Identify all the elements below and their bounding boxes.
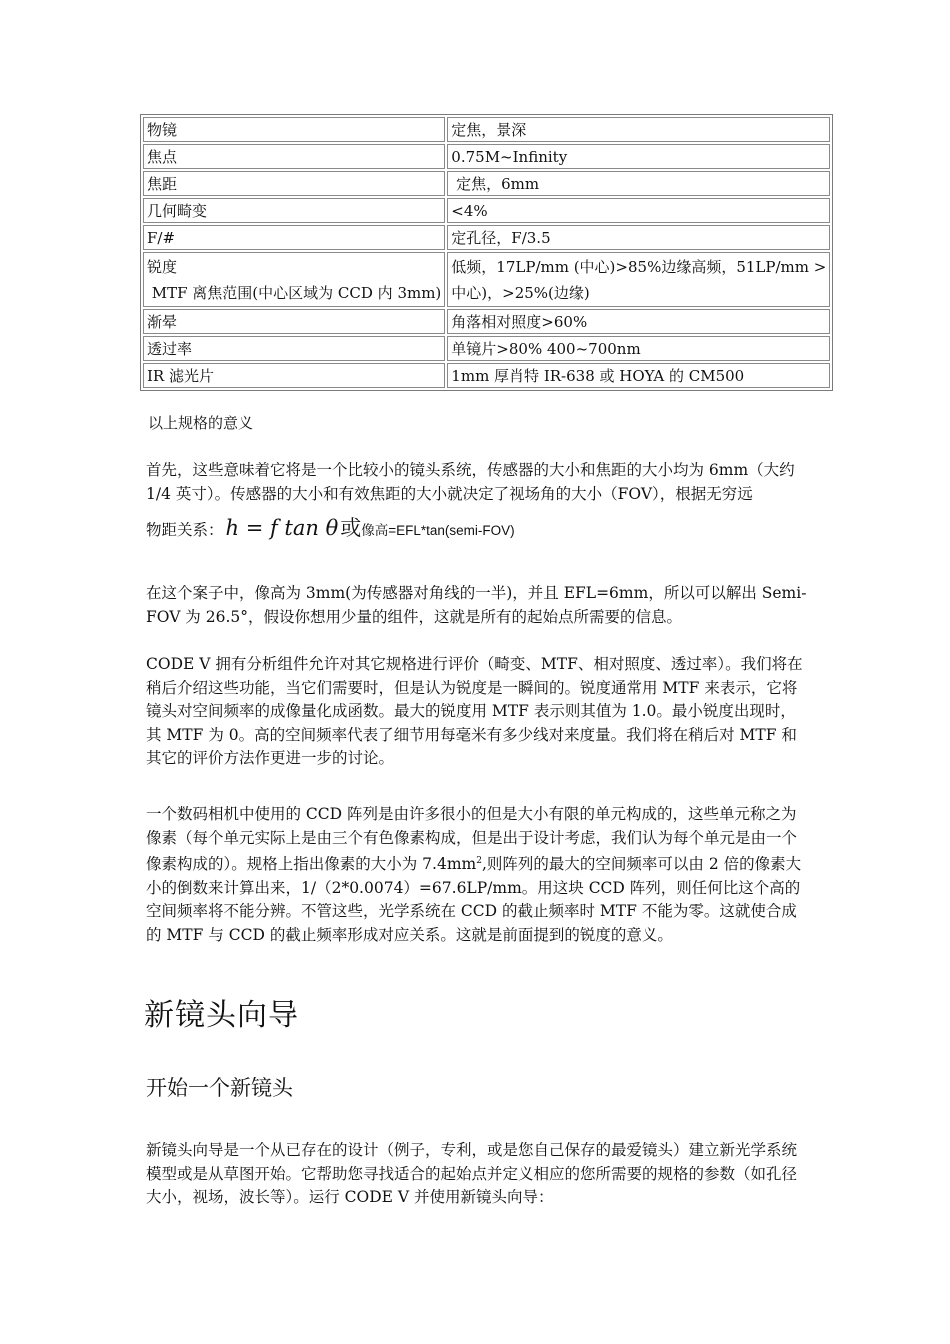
spec-value: 0.75M~Infinity: [447, 144, 830, 169]
spec-key: 焦点: [143, 144, 445, 169]
table-row: [143, 171, 830, 196]
spec-value-line: 中心)，>25%(边缘): [451, 284, 590, 302]
spec-value: 1mm 厚肖特 IR-638 或 HOYA 的 CM500: [447, 363, 830, 388]
spec-value: <4%: [447, 198, 830, 223]
table-row: [143, 198, 830, 223]
spec-table: [140, 114, 833, 391]
table-row: [143, 309, 830, 334]
spec-value-line: 低频，17LP/mm (中心)>85%边缘高频，51LP/mm >: [451, 258, 827, 276]
formula-or: 或: [340, 516, 362, 540]
spec-key: 物镜: [143, 117, 445, 142]
spec-key: [143, 252, 445, 307]
spec-value: 角落相对照度>60%: [447, 309, 830, 334]
spec-value: [447, 252, 830, 307]
spec-key: 渐晕: [143, 309, 445, 334]
table-row: [143, 144, 830, 169]
formula-line: [146, 512, 515, 542]
spec-key: 焦距: [143, 171, 445, 196]
paragraph-case: 在这个案子中，像高为 3mm(为传感器对角线的一半)，并且 EFL=6mm，所以可以解出 Semi-FOV 为 26.5°，假设你想用少量的组件，这就是所有的起始点所需要的信息。: [146, 584, 807, 626]
ccd-text-before: 一个数码相机中使用的 CCD 阵列是由许多很小的但是大小有限的单元构成的，这些单元称之为像素（每个单元实际上是由三个有色像素构成，但是出于设计考虑，我们认为每个单元是由一个像素构成的）。规格上指出像素的大小为 7.4mm: [146, 805, 798, 874]
paragraph-intro: 首先，这些意味着它将是一个比较小的镜头系统，传感器的大小和焦距的大小均为 6mm（大约 1/4 英寸）。传感器的大小和有效焦距的大小就决定了视场角的大小（FOV），根据无穷远: [146, 461, 795, 503]
ccd-superscript: 2: [476, 856, 482, 866]
spec-key-line: MTF 离焦范围(中心区域为 CCD 内 3mm): [147, 284, 442, 302]
table-row: [143, 363, 830, 388]
table-row: [143, 225, 830, 250]
spec-value: 定焦，6mm: [447, 171, 830, 196]
spec-key: 几何畸变: [143, 198, 445, 223]
spec-value: 定孔径，F/3.5: [447, 225, 830, 250]
spec-value: 单镜片>80% 400~700nm: [447, 336, 830, 361]
paragraph-ccd: [146, 803, 810, 947]
formula-prefix: 物距关系：: [146, 521, 224, 539]
paragraph-codev: CODE V 拥有分析组件允许对其它规格进行评价（畸变、MTF、相对照度、透过率）。我们将在稍后介绍这些功能，当它们需要时，但是认为锐度是一瞬间的。锐度通常用 MTF 来表示，它将镜头对空间频率的成像量化成函数。最大的锐度用 MTF 表示则其值为 1.0。最小锐度出现时，其 MTF 为 0。高的空间频率代表了细节用每毫米有多少线对来度量。我们将在稍后对 MTF 和其它的评价方法作更进一步的讨论。: [146, 655, 803, 767]
table-row: [143, 336, 830, 361]
spec-key: IR 滤光片: [143, 363, 445, 388]
table-caption: 以上规格的意义: [148, 414, 254, 432]
subsection-heading: 开始一个新镜头: [146, 1076, 293, 1100]
ccd-text-after: ,则阵列的最大的空间频率可以由 2 倍的像素大小的倒数来计算出来，1/（2*0.0074）=67.6LP/mm。用这块 CCD 阵列，则任何比这个高的空间频率将不能分辨。不管这些，光学系统在 CCD 的截止频率时 MTF 不能为零。这就使合成的 MTF 与 CCD 的截止频率形成对应关系。这就是前面提到的锐度的意义。: [146, 855, 802, 944]
section-heading: 新镜头向导: [144, 998, 299, 1033]
formula-math: h = f tan θ: [225, 516, 339, 540]
formula-alt: 像高=EFL*tan(semi-FOV): [361, 523, 515, 538]
spec-key: F/#: [143, 225, 445, 250]
spec-key: 透过率: [143, 336, 445, 361]
table-row: [143, 252, 830, 307]
spec-key-line: 锐度: [147, 258, 178, 276]
spec-value: 定焦，景深: [447, 117, 830, 142]
table-row: [143, 117, 830, 142]
paragraph-wizard: 新镜头向导是一个从已存在的设计（例子，专利，或是您自己保存的最爱镜头）建立新光学系统模型或是从草图开始。它帮助您寻找适合的起始点并定义相应的您所需要的规格的参数（如孔径大小，视场，波长等）。运行 CODE V 并使用新镜头向导：: [146, 1141, 798, 1206]
